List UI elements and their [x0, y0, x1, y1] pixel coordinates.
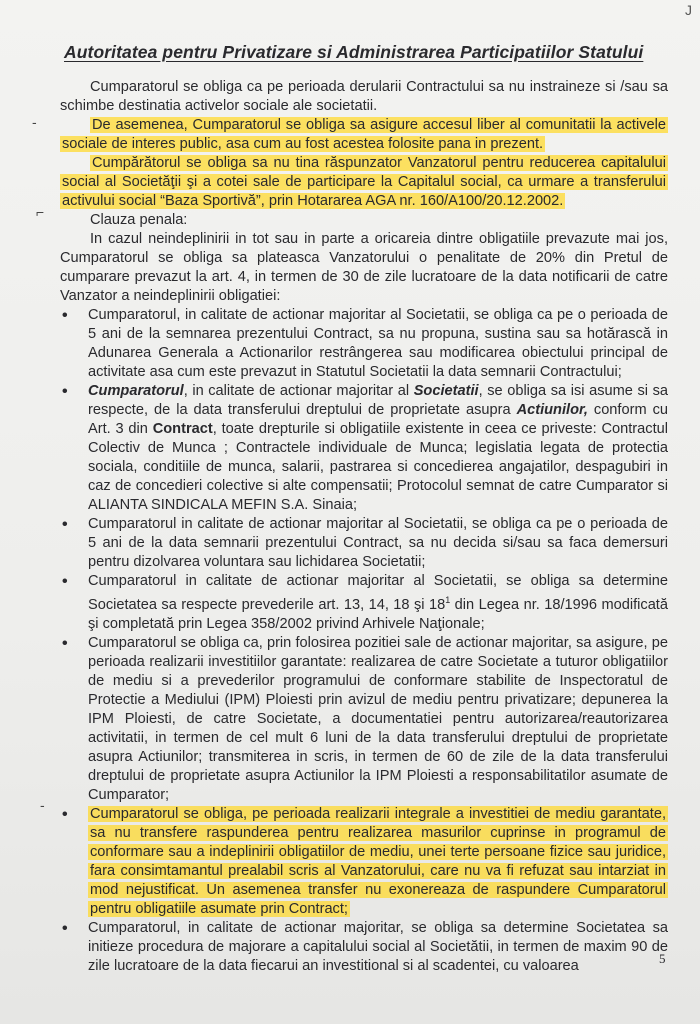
highlighted-text: Cumpărătorul se obliga sa nu tina răspunzator Vanzatorul pentru reducerea capitalului social al Societăţii şi a cotei sale de participare la Capitalul social, ca urmare a transferului activului social “Baza Sportivă”, prin Hotararea AGA nr. 160/A100/20.12.2002. — [62, 155, 666, 209]
list-item: • Cumparatorul in calitate de actionar majoritar al Societatii, se obliga ca pe o perioada de 5 ani de la data semnarii prezentului Contract, sa nu decida si/sau sa faca demersuri pentru dizolvarea voluntara sau lichidarea Societatii; — [60, 515, 668, 572]
highlighted-text: De asemenea, Cumparatorul se obliga sa asigure accesul liber al comunitatii la activele sociale de interes public, asa cum au fost acestea folosite pana in prezent. — [62, 117, 666, 152]
paragraph-3 — [60, 154, 668, 211]
margin-pen-mark: ⌐ — [36, 204, 45, 220]
corner-handwritten-mark: J — [685, 2, 692, 18]
obligations-list — [60, 306, 668, 976]
document-body — [60, 78, 668, 976]
list-item: • Cumparatorul, in calitate de actionar majoritar, se obliga sa determine Societatea sa initieze procedura de majorare a capitalului social al Societătii, in termen de maxim 90 de zile lucratoare de la data fiecarui an investitional si al scadentei, cu valoarea — [60, 919, 668, 976]
page-number: 5 — [659, 951, 666, 966]
list-item: • Cumparatorul in calitate de actionar majoritar al Societatii, se obliga sa determine Societatea sa respecte prevederile art. 13, 14, 18 şi $18^1$ din Legea nr. 18/1996 modificată şi completată prin Legea 358/2002 privind Arhivele Naţionale; — [60, 572, 668, 634]
paragraph-4: In cazul neindeplinirii in tot sau in parte a oricareia dintre obligatiile prevazute mai jos, Cumparatorul se obliga sa plateasca Vanzatorului o penalitate de 20% din Pretul de cumparare prevazut la art. 4, in termen de 30 de zile lucratoare de la data notificarii de catre Vanzator a neindeplinirii obligatiei: — [60, 231, 668, 304]
paragraph-1: Cumparatorul se obliga ca pe perioada derularii Contractului sa nu instraineze si /sau sa schimbe destinatia activelor sociale ale societatii. — [60, 79, 668, 114]
margin-pen-mark: - — [32, 114, 37, 130]
list-item: • Cumparatorul se obliga ca, prin folosirea pozitiei sale de actionar majoritar, sa asigure, pe perioada realizarii investitiilor garantate: realizarea de catre Societate a tuturor obligatiilor de mediu si a prevederilor programului de conformare stabilite de Inspectoratul de Protectie a Mediului (IPM) Ploiesti prin avizul de mediu pentru privatizare; depunerea la IPM Ploiesti, de catre Societate, a documentatiei pentru autorizarea/reautorizarea activitatii, in termen de cel mult 6 luni de la data transferului dreptului de proprietate asupra Actiunilor; transmiterea in scris, in termen de 60 de zile de la data transferului dreptului de proprietate asupra Actiunilor la IPM Ploiesti a responsabilitatilor asumate de Cumparator; — [60, 634, 668, 805]
page-header-title: Autoritatea pentru Privatizare si Administrarea Participatiilor Statului — [64, 42, 644, 62]
paragraph-2 — [60, 116, 668, 154]
highlighted-text: Cumparatorul se obliga, pe perioada realizarii integrale a investitiei de mediu garantate, sa nu transfere raspunderea pentru realizarea masurilor cuprinse in programul de conformare sau a indeplinirii obligatiilor de mediu, unei terte persoane fizice sau juridice, fara consimtamantul prealabil scris al Vanzatorului, care nu va fi refuzat sau intarziat in mod nejustificat. Un asemenea transfer nu exonereaza de raspundere Cumparatorul pentru obligatiile asumate prin Contract; — [90, 805, 666, 917]
list-item: • Cumparatorul, in calitate de actionar majoritar al Societatii, se obliga sa isi asume si sa respecte, de la data transferului dreptului de proprietate asupra Actiunilor, conform cu Art. 3 din Contract, toate drepturile si obligatiile existente in ceea ce priveste: Contractul Colectiv de Munca ; Contractele individuale de Munca; legislatia legata de protectia sociala, conditiile de munca, salarii, pastrarea si concedierea angajatilor, despagubiri in caz de concedieri colective si alte compensatii; Protocolul semnat de catre Cumparator si ALIANTA SINDICALA MEFIN S.A. Sinaia; — [60, 382, 668, 515]
list-item: • Cumparatorul, in calitate de actionar majoritar al Societatii, se obliga ca pe o perioada de 5 ani de la semnarea prezentului Contract, sa nu propuna, sustina sau sa hotărască in Adunarea Generala a Actionarilor restrângerea sau modificarea obiectului principal de activitate asa cum este prevazut in Statutul Societatii la data semnarii Contractului; — [60, 306, 668, 382]
clause-title: Clauza penala: — [90, 212, 188, 228]
list-item — [60, 805, 668, 919]
margin-pen-mark: - — [40, 797, 45, 813]
